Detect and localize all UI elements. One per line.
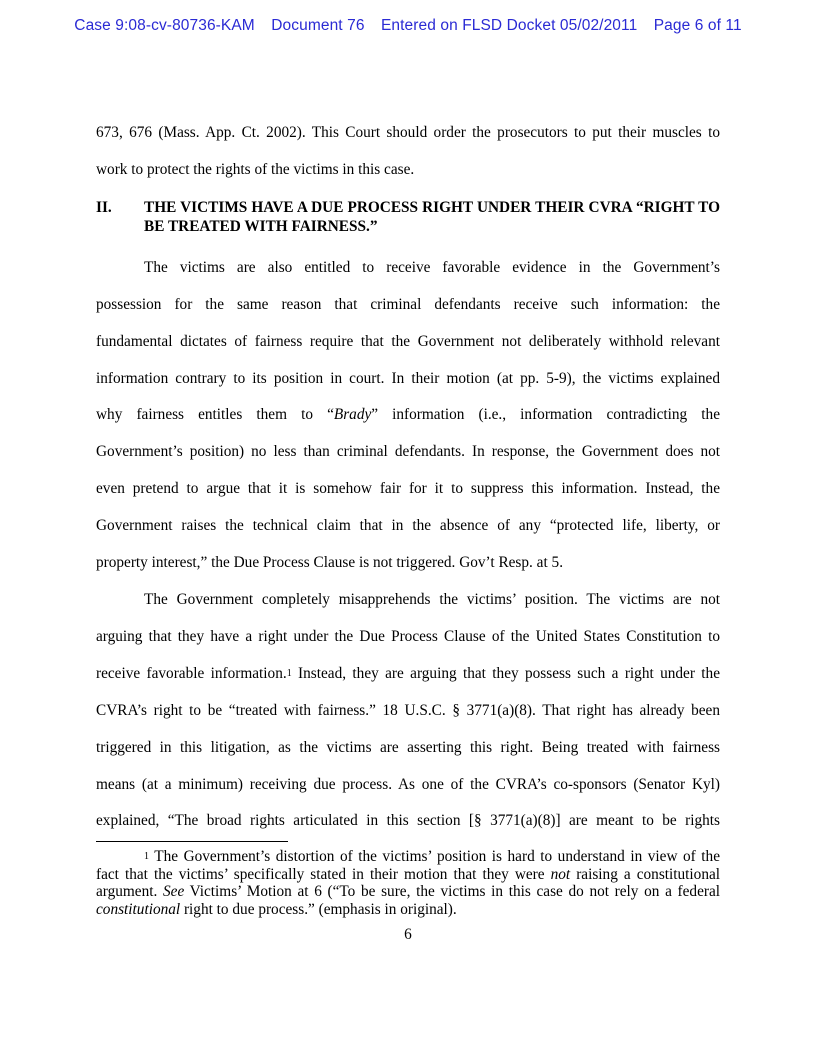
page-count: Page 6 of 11 — [653, 17, 742, 34]
document-body — [96, 115, 720, 840]
footnote-1 — [96, 848, 720, 918]
text-line: 673, 676 (Mass. App. Ct. 2002). This Court should order the prosecutors to put their muscles to — [96, 124, 720, 141]
document-number: Document 76 — [271, 17, 365, 34]
text-line: The victims are also entitled to receive favorable evidence in the Government’s — [144, 258, 720, 276]
footnote-text — [96, 848, 720, 918]
section-title: THE VICTIMS HAVE A DUE PROCESS RIGHT UNDER THEIR CVRA “RIGHT TO BE TREATED WITH FAIRNESS.” — [144, 198, 720, 235]
footnote-reference[interactable]: 1 — [286, 667, 292, 679]
text-line: arguing that they have a right under the Due Process Clause of the United States Constitution to — [96, 627, 720, 645]
text-run: The Government’s distortion of the victims’ position is hard to understand in view of the fact that the victims’ specifically stated in their motion that they were — [96, 848, 720, 883]
text-line: Government raises the technical claim that in the absence of any “protected life, liberty, or — [96, 517, 720, 535]
italic-emphasis: not — [550, 865, 571, 883]
text-run: right to due process.” (emphasis in original). — [180, 900, 457, 918]
text-run: receive favorable information. — [96, 664, 287, 682]
text-line: triggered in this litigation, as the victims are asserting this right. Being treated with fairness — [96, 738, 720, 756]
docket-entry: Entered on FLSD Docket 05/02/2011 — [380, 17, 638, 34]
text-line: explained, “The broad rights articulated in this section [§ 3771(a)(8)] are meant to be rights — [96, 812, 720, 830]
text-line: Government’s position) no less than criminal defendants. In response, the Government does not — [96, 443, 720, 461]
text-run: raising a constitutional argument. — [96, 865, 721, 900]
section-heading — [96, 198, 720, 236]
text-run: Victims’ Motion at 6 (“To be sure, the victims in this case do not rely on a federal — [184, 883, 721, 900]
text-run: Instead, they are arguing that they possess such a right under the — [291, 664, 720, 682]
text-line: means (at a minimum) receiving due process. As one of the CVRA’s co-sponsors (Senator Kyl) — [96, 775, 720, 793]
paragraph-misapprehends — [96, 582, 720, 840]
text-line: property interest,” the Due Process Clause is not triggered. Gov’t Resp. at 5. — [96, 554, 564, 572]
citation-signal-italic: See — [163, 883, 185, 900]
paragraph-continued — [96, 115, 720, 189]
text-line — [96, 397, 720, 434]
case-number: Case 9:08-cv-80736-KAM — [74, 17, 255, 34]
text-line — [96, 656, 720, 693]
text-line: fundamental dictates of fairness require that the Government not deliberately withhold relevant — [96, 332, 720, 350]
text-line: information contrary to its position in court. In their motion (at pp. 5-9), the victims explained — [96, 369, 720, 387]
docket-header — [0, 17, 816, 35]
section-number: II. — [96, 198, 112, 216]
text-line: The Government completely misapprehends the victims’ position. The victims are not — [144, 590, 720, 608]
paragraph-fairness — [96, 250, 720, 582]
case-name-italic: Brady — [333, 406, 372, 424]
text-line: work to protect the rights of the victims in this case. — [96, 160, 415, 178]
text-line: even pretend to argue that it is somehow fair for it to suppress this information. Instead, the — [96, 480, 720, 498]
text-line: possession for the same reason that criminal defendants receive such information: the — [96, 295, 720, 313]
text-run: why fairness entitles them to “ — [96, 406, 334, 424]
footnote-separator — [96, 841, 288, 842]
footnote-number: 1 — [144, 851, 149, 862]
italic-emphasis: constitutional — [96, 900, 181, 918]
text-line: CVRA’s right to be “treated with fairness.” 18 U.S.C. § 3771(a)(8). That right has already been — [96, 701, 720, 719]
text-run: ” information (i.e., information contradicting the — [371, 406, 720, 424]
page-number: 6 — [404, 926, 412, 943]
